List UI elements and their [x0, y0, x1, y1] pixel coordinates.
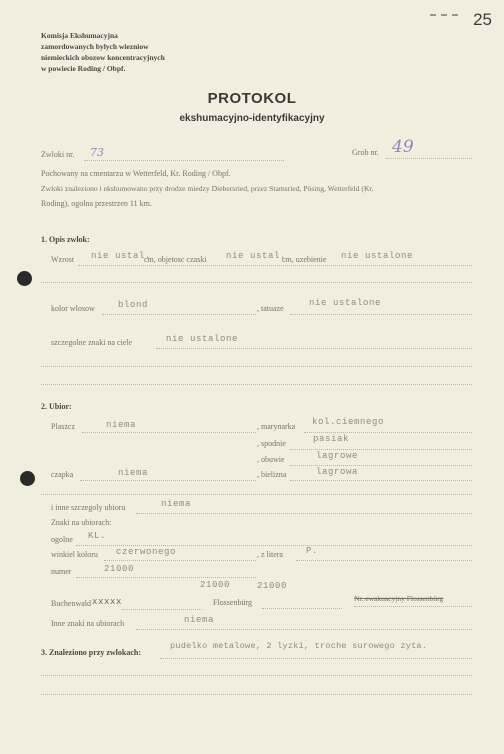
- bielizna-label: , bielizna: [257, 470, 287, 479]
- number-above-flossenburg: 21000: [257, 581, 288, 591]
- document-title: PROTOKOL: [207, 90, 297, 107]
- header-line: w powiecie Roding / Obpf.: [41, 64, 126, 73]
- znaki-na-ubiorach-label: Znaki na ubiorach:: [51, 518, 112, 527]
- punch-hole-bottom: [20, 471, 35, 486]
- buchenwald-label: Buchenwald: [51, 599, 91, 608]
- plaszcz-label: Plaszcz: [51, 422, 75, 431]
- spodnie-value: pasiak: [313, 434, 350, 444]
- found-location-cont: Roding), ogolna przestrzen 11 km.: [41, 199, 152, 208]
- number-above-buchenwald: 21000: [200, 580, 231, 590]
- obuwie-label: , obuwie: [257, 455, 285, 464]
- znaki-na-ciele-label: szczegolne znaki na ciele: [51, 338, 133, 347]
- page-number: 25: [473, 10, 492, 29]
- marynarka-label: , marynarka: [257, 422, 296, 431]
- tatuaze-value: nie ustalone: [309, 298, 382, 308]
- winkiel-label: winkiel koloru: [51, 550, 98, 559]
- section-opis-heading: 1. Opis zwlok:: [41, 235, 90, 244]
- commission-header: [41, 30, 165, 74]
- burial-place: Pochowany na cmentarzu w Wetterfeld, Kr. Roding / Obpf.: [41, 169, 231, 178]
- grob-label: Grob nr.: [352, 148, 379, 157]
- header-line: zamordowanych bylych wiezniow: [41, 42, 149, 51]
- nr-ewakuacyjny-label: Nr. ewakuacyjny Flossenbürg: [354, 594, 444, 603]
- czapka-value: niema: [118, 468, 149, 478]
- wzrost-suffix: cm, objetosc czaski: [144, 255, 207, 264]
- kolor-wlosow-label: kolor wlosow: [51, 304, 95, 313]
- obuwie-value: lagrowe: [316, 451, 359, 461]
- punch-hole-top: [17, 271, 32, 286]
- page-mark: [430, 14, 458, 16]
- znaki-na-ciele-value: nie ustalone: [166, 334, 239, 344]
- wzrost-value: nie ustal.: [91, 251, 152, 261]
- inne-znaki-value: niema: [184, 615, 215, 625]
- zwloki-value: 73: [90, 146, 104, 159]
- czaszki-value: nie ustal.: [226, 251, 287, 261]
- grob-value: 49: [392, 137, 414, 157]
- czapka-label: czapka: [51, 470, 74, 479]
- spodnie-label: , spodnie: [257, 439, 286, 448]
- wzrost-label: Wzrost: [51, 255, 75, 264]
- plaszcz-value: niema: [106, 420, 137, 430]
- buchenwald-strikeout: xxxxx: [92, 597, 123, 607]
- header-line: Komisja Ekshumacyjna: [41, 31, 118, 40]
- bielizna-value: lagrowa: [316, 467, 359, 477]
- litera-value: P.: [306, 546, 319, 556]
- tatuaze-label: , tatuaze: [257, 304, 284, 313]
- marynarka-value: kol.ciemnego: [312, 417, 385, 427]
- litera-label: , z litera: [257, 550, 283, 559]
- znaleziono-label: 3. Znaleziono przy zwlokach:: [41, 648, 141, 657]
- czaszki-suffix: cm, uzebienie: [282, 255, 327, 264]
- found-location: Zwloki znaleziono i ekshumowano przy drodze miedzy Diebersried, przez Stamsried, Pösing, Wetterfeld (Kr.: [41, 184, 374, 193]
- ogolne-label: ogolne: [51, 535, 73, 544]
- numer-value: 21000: [104, 564, 135, 574]
- numer-label: numer: [51, 567, 72, 576]
- header-line: niemieckich obozow koncentracyjnych: [41, 53, 165, 62]
- inne-szczegoly-value: niema: [161, 499, 192, 509]
- zwloki-label: Zwloki nr.: [41, 150, 75, 159]
- inne-szczegoly-label: i inne szczegoly ubioru: [51, 503, 126, 512]
- ogolne-value: KL.: [88, 531, 107, 541]
- inne-znaki-label: Inne znaki na ubiorach: [51, 619, 125, 628]
- document-subtitle: ekshumacyjno-identyfikacyjny: [179, 113, 325, 124]
- uzebienie-value: nie ustalone: [341, 251, 414, 261]
- winkiel-value: czerwonego: [116, 547, 177, 557]
- section-ubior-heading: 2. Ubior:: [41, 402, 72, 411]
- znaleziono-value: pudelko metalowe, 2 lyzki, troche surowego zyta.: [170, 641, 428, 651]
- kolor-wlosow-value: blond: [118, 300, 149, 310]
- flossenburg-label: Flossenbürg: [213, 598, 252, 607]
